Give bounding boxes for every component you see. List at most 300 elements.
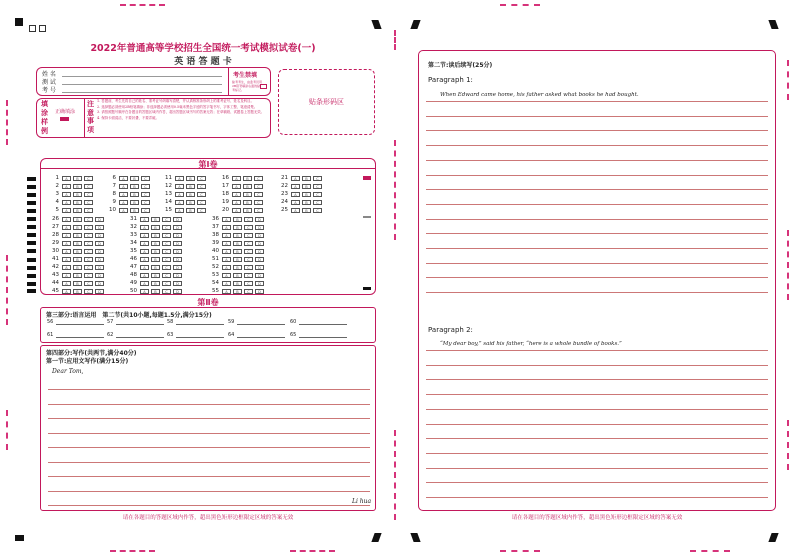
answer-bubble[interactable]: A [175, 192, 184, 197]
answer-bubble[interactable]: A [175, 184, 184, 189]
answer-bubble[interactable]: B [243, 200, 252, 205]
answer-bubble[interactable]: A [140, 265, 149, 270]
answer-bubble[interactable]: C [84, 176, 93, 181]
continuation-line[interactable] [426, 497, 768, 498]
blank-line[interactable] [56, 320, 104, 325]
answer-bubble[interactable]: B [186, 176, 195, 181]
question-row [128, 280, 184, 286]
answer-bubble[interactable]: D [95, 249, 104, 254]
answer-bubble[interactable]: C [244, 257, 253, 262]
answer-bubble[interactable]: A [140, 289, 149, 294]
answer-bubble[interactable]: A [62, 233, 71, 238]
answer-bubble[interactable]: B [73, 249, 82, 254]
answer-bubble[interactable]: C [84, 225, 93, 230]
answer-bubble[interactable]: B [233, 217, 242, 222]
blank-item-63[interactable] [167, 332, 224, 338]
answer-bubble[interactable]: B [73, 200, 82, 205]
continuation-line[interactable] [426, 409, 768, 410]
answer-bubble[interactable]: A [175, 208, 184, 213]
continuation-line[interactable] [426, 365, 768, 366]
answer-bubble[interactable]: C [84, 273, 93, 278]
answer-bubble[interactable]: A [140, 273, 149, 278]
answer-bubble[interactable]: A [62, 273, 71, 278]
answer-bubble[interactable]: B [302, 208, 311, 213]
answer-bubble[interactable]: A [62, 208, 71, 213]
answer-bubble[interactable]: D [95, 281, 104, 286]
exam-no-line [62, 84, 222, 85]
blank-item-64[interactable] [228, 332, 285, 338]
prohibited-note: 缺考考生，由监考员用2B铅笔填涂右面的缺考标记。 [232, 80, 263, 92]
answer-bubble[interactable]: D [255, 289, 264, 294]
question-number: 50 [130, 288, 137, 294]
writing-line[interactable] [48, 389, 370, 390]
answer-bubble[interactable]: A [222, 233, 231, 238]
answer-bubble[interactable]: B [73, 192, 82, 197]
answer-bubble[interactable]: D [95, 217, 104, 222]
answer-bubble[interactable]: B [243, 176, 252, 181]
question-row [128, 248, 184, 254]
absent-mark-box[interactable] [260, 84, 267, 89]
answer-bubble[interactable]: C [162, 233, 171, 238]
answer-bubble[interactable]: C [84, 184, 93, 189]
answer-bubble[interactable]: D [173, 257, 182, 262]
para2-label: Paragraph 2: [428, 326, 473, 334]
blank-line[interactable] [299, 333, 347, 338]
answer-bubble[interactable]: C [244, 265, 253, 270]
answer-bubble[interactable]: B [130, 184, 139, 189]
answer-bubble[interactable]: C [244, 217, 253, 222]
answer-bubble[interactable]: B [130, 176, 139, 181]
blank-line[interactable] [56, 333, 104, 338]
continuation-line[interactable] [426, 453, 768, 454]
question-row [163, 175, 208, 181]
answer-bubble[interactable]: B [243, 184, 252, 189]
writing-line[interactable] [48, 404, 370, 405]
answer-bubble[interactable]: C [313, 184, 322, 189]
answer-bubble[interactable]: C [162, 289, 171, 294]
answer-bubble[interactable]: B [130, 200, 139, 205]
question-row [128, 240, 184, 246]
answer-bubble[interactable]: D [173, 233, 182, 238]
continuation-line[interactable] [426, 101, 768, 102]
blank-line[interactable] [116, 320, 164, 325]
center-dash-1 [394, 30, 396, 50]
answer-bubble[interactable]: D [95, 257, 104, 262]
question-row [210, 232, 266, 238]
answer-bubble[interactable]: D [255, 257, 264, 262]
answer-bubble[interactable]: C [254, 176, 263, 181]
answer-bubble[interactable]: B [302, 192, 311, 197]
answer-bubble[interactable]: C [84, 200, 93, 205]
answer-bubble[interactable]: B [73, 281, 82, 286]
answer-bubble[interactable]: D [173, 225, 182, 230]
blank-number: 62 [107, 332, 114, 338]
question-row [50, 264, 106, 270]
answer-bubble[interactable]: B [151, 265, 160, 270]
answer-bubble[interactable]: A [222, 281, 231, 286]
answer-bubble[interactable]: C [84, 217, 93, 222]
answer-bubble[interactable]: C [244, 225, 253, 230]
answer-bubble[interactable]: C [84, 257, 93, 262]
answer-bubble[interactable]: A [140, 233, 149, 238]
answer-bubble[interactable]: C [244, 289, 253, 294]
blank-item-61[interactable] [47, 332, 104, 338]
answer-bubble[interactable]: D [95, 241, 104, 246]
answer-bubble[interactable]: C [197, 192, 206, 197]
answer-bubble[interactable]: A [62, 289, 71, 294]
answer-bubble[interactable]: C [254, 208, 263, 213]
blank-item-58[interactable] [167, 319, 224, 325]
writing-line[interactable] [48, 476, 370, 477]
answer-bubble[interactable]: C [313, 192, 322, 197]
question-number: 2 [55, 183, 59, 189]
writing-line[interactable] [48, 447, 370, 448]
answer-bubble[interactable]: A [62, 184, 71, 189]
question-number: 10 [109, 207, 116, 213]
answer-bubble[interactable]: C [84, 192, 93, 197]
answer-bubble[interactable]: B [73, 225, 82, 230]
blank-item-57[interactable] [107, 319, 164, 325]
continuation-line[interactable] [426, 130, 768, 131]
answer-bubble[interactable]: D [255, 265, 264, 270]
question-row [50, 256, 106, 262]
question-number: 29 [52, 240, 59, 246]
answer-bubble[interactable]: C [141, 192, 150, 197]
answer-bubble[interactable]: B [302, 176, 311, 181]
timing-mark [27, 185, 36, 189]
answer-bubble[interactable]: B [151, 289, 160, 294]
answer-bubble[interactable]: A [62, 200, 71, 205]
answer-bubble[interactable]: C [197, 184, 206, 189]
answer-bubble[interactable]: A [62, 241, 71, 246]
answer-bubble[interactable]: A [140, 257, 149, 262]
answer-bubble[interactable]: B [73, 176, 82, 181]
blank-line[interactable] [299, 320, 347, 325]
answer-bubble[interactable]: D [255, 217, 264, 222]
answer-bubble[interactable]: A [291, 200, 300, 205]
fill-char-1: 填 [41, 100, 48, 108]
answer-bubble[interactable]: D [173, 265, 182, 270]
name-label: 姓 名 [42, 71, 56, 78]
blank-item-65[interactable] [290, 332, 347, 338]
answer-bubble[interactable]: B [243, 192, 252, 197]
answer-bubble[interactable]: B [151, 249, 160, 254]
answer-bubble[interactable]: A [222, 265, 231, 270]
answer-bubble[interactable]: B [233, 273, 242, 278]
answer-bubble[interactable]: A [222, 217, 231, 222]
answer-bubble[interactable]: C [141, 184, 150, 189]
answer-bubble[interactable]: B [302, 200, 311, 205]
answer-bubble[interactable]: A [222, 273, 231, 278]
answer-bubble[interactable]: D [173, 273, 182, 278]
answer-bubble[interactable]: A [62, 257, 71, 262]
answer-bubble[interactable]: C [84, 208, 93, 213]
answer-bubble[interactable]: B [186, 192, 195, 197]
question-row [107, 191, 152, 197]
answer-bubble[interactable]: A [140, 217, 149, 222]
answer-bubble[interactable]: B [186, 208, 195, 213]
answer-bubble[interactable]: A [119, 184, 128, 189]
writing-line[interactable] [48, 418, 370, 419]
answer-bubble[interactable]: C [141, 200, 150, 205]
answer-bubble[interactable]: B [73, 257, 82, 262]
center-dash-3 [394, 430, 396, 520]
answer-bubble[interactable]: B [130, 192, 139, 197]
answer-bubble[interactable]: C [162, 249, 171, 254]
answer-bubble[interactable]: C [244, 241, 253, 246]
continuation-line[interactable] [426, 116, 768, 117]
answer-bubble[interactable]: A [62, 192, 71, 197]
answer-bubble[interactable]: B [73, 184, 82, 189]
question-number: 31 [130, 216, 137, 222]
continuation-line[interactable] [426, 350, 768, 351]
answer-bubble[interactable]: A [175, 200, 184, 205]
continuation-line[interactable] [426, 292, 768, 293]
continuation-line[interactable] [426, 248, 768, 249]
answer-bubble[interactable]: B [233, 233, 242, 238]
answer-bubble[interactable]: A [291, 176, 300, 181]
answer-bubble[interactable]: A [140, 281, 149, 286]
answer-bubble[interactable]: C [254, 184, 263, 189]
continuation-line[interactable] [426, 468, 768, 469]
continuation-line[interactable] [426, 438, 768, 439]
writing-box [40, 345, 376, 511]
blank-line[interactable] [176, 333, 224, 338]
answer-bubble[interactable]: A [140, 225, 149, 230]
answer-bubble[interactable]: A [232, 200, 241, 205]
continuation-line[interactable] [426, 160, 768, 161]
question-number: 30 [52, 248, 59, 254]
answer-bubble[interactable]: B [233, 265, 242, 270]
continuation-line[interactable] [426, 204, 768, 205]
question-number: 7 [112, 183, 116, 189]
answer-bubble[interactable]: A [119, 208, 128, 213]
answer-bubble[interactable]: B [151, 225, 160, 230]
question-number: 53 [212, 272, 219, 278]
answer-bubble[interactable]: C [162, 217, 171, 222]
exam-title: 2022年普通高等学校招生全国统一考试模拟试卷(一) [90, 43, 316, 54]
answer-bubble[interactable]: A [232, 208, 241, 213]
answer-bubble[interactable]: C [162, 241, 171, 246]
answer-bubble[interactable]: A [291, 184, 300, 189]
answer-bubble[interactable]: C [197, 200, 206, 205]
answer-bubble[interactable]: A [62, 217, 71, 222]
answer-bubble[interactable]: A [291, 192, 300, 197]
continuation-line[interactable] [426, 263, 768, 264]
answer-bubble[interactable]: C [84, 289, 93, 294]
answer-bubble[interactable]: D [173, 289, 182, 294]
continuation-line[interactable] [426, 379, 768, 380]
answer-bubble[interactable]: C [162, 273, 171, 278]
answer-bubble[interactable]: B [233, 281, 242, 286]
answer-bubble[interactable]: B [73, 208, 82, 213]
answer-bubble[interactable]: D [255, 225, 264, 230]
writing-line[interactable] [48, 433, 370, 434]
answer-bubble[interactable]: D [255, 249, 264, 254]
answer-bubble[interactable]: C [84, 241, 93, 246]
answer-bubble[interactable]: B [186, 184, 195, 189]
answer-bubble[interactable]: D [95, 289, 104, 294]
answer-bubble[interactable]: A [140, 249, 149, 254]
answer-bubble[interactable]: D [95, 225, 104, 230]
answer-bubble[interactable]: A [232, 176, 241, 181]
answer-bubble[interactable]: C [162, 257, 171, 262]
answer-bubble[interactable]: A [62, 225, 71, 230]
question-row [210, 264, 266, 270]
question-row [128, 264, 184, 270]
answer-bubble[interactable]: A [62, 249, 71, 254]
answer-bubble[interactable]: A [119, 192, 128, 197]
continuation-line[interactable] [426, 145, 768, 146]
answer-bubble[interactable]: C [313, 200, 322, 205]
blank-item-60[interactable] [290, 319, 347, 325]
answer-bubble[interactable]: B [73, 265, 82, 270]
answer-bubble[interactable]: C [244, 281, 253, 286]
question-number: 19 [222, 199, 229, 205]
continuation-line[interactable] [426, 424, 768, 425]
answer-bubble[interactable]: D [255, 273, 264, 278]
answer-bubble[interactable]: B [233, 289, 242, 294]
continuation-line[interactable] [426, 175, 768, 176]
answer-bubble[interactable]: B [186, 200, 195, 205]
answer-bubble[interactable]: C [162, 281, 171, 286]
answer-bubble[interactable]: A [62, 281, 71, 286]
answer-bubble[interactable]: D [95, 265, 104, 270]
answer-bubble[interactable]: A [62, 265, 71, 270]
answer-bubble[interactable]: C [141, 176, 150, 181]
answer-bubble[interactable]: D [173, 281, 182, 286]
writing-line[interactable] [48, 491, 370, 492]
answer-bubble[interactable]: A [119, 200, 128, 205]
answer-bubble[interactable]: A [62, 176, 71, 181]
answer-bubble[interactable]: B [233, 257, 242, 262]
answer-bubble[interactable]: A [222, 289, 231, 294]
name-line [62, 76, 222, 77]
answer-bubble[interactable]: C [162, 225, 171, 230]
answer-bubble[interactable]: B [73, 233, 82, 238]
answer-bubble[interactable]: B [243, 208, 252, 213]
blank-line[interactable] [176, 320, 224, 325]
continuation-line[interactable] [426, 219, 768, 220]
question-number: 11 [165, 175, 172, 181]
answer-bubble[interactable]: C [244, 249, 253, 254]
question-row [163, 199, 208, 205]
answer-bubble[interactable]: C [84, 265, 93, 270]
question-number: 48 [130, 272, 137, 278]
answer-bubble[interactable]: C [313, 208, 322, 213]
section4-title: 第四部分:写作(共两节,满分40分) [46, 350, 137, 357]
exam-no-label: 测 试 [42, 79, 56, 86]
answer-bubble[interactable]: C [197, 208, 206, 213]
question-number: 28 [52, 232, 59, 238]
continuation-line[interactable] [426, 277, 768, 278]
answer-bubble[interactable]: A [232, 184, 241, 189]
blank-line[interactable] [237, 333, 285, 338]
answer-bubble[interactable]: B [233, 249, 242, 254]
answer-bubble[interactable]: A [222, 225, 231, 230]
answer-bubble[interactable]: B [151, 257, 160, 262]
answer-bubble[interactable]: A [140, 241, 149, 246]
answer-bubble[interactable]: B [151, 273, 160, 278]
corner-mark-bm [371, 533, 381, 542]
question-number: 54 [212, 280, 219, 286]
answer-bubble[interactable]: C [254, 200, 263, 205]
answer-bubble[interactable]: C [84, 249, 93, 254]
answer-bubble[interactable]: A [232, 192, 241, 197]
answer-bubble[interactable]: A [222, 257, 231, 262]
left-edge-dash-1 [6, 100, 8, 145]
answer-bubble[interactable]: B [73, 289, 82, 294]
question-number: 33 [130, 232, 137, 238]
answer-bubble[interactable]: D [95, 233, 104, 238]
right-edge-dash-1 [787, 60, 789, 100]
answer-bubble[interactable]: C [84, 281, 93, 286]
question-row [50, 191, 95, 197]
corner-square-2 [39, 25, 46, 32]
answer-bubble[interactable]: C [244, 233, 253, 238]
blank-item-56[interactable] [47, 319, 104, 325]
answer-bubble[interactable]: A [175, 176, 184, 181]
answer-bubble[interactable]: B [151, 217, 160, 222]
answer-bubble[interactable]: C [162, 265, 171, 270]
question-number: 45 [52, 288, 59, 294]
answer-bubble[interactable]: B [302, 184, 311, 189]
answer-bubble[interactable]: D [173, 241, 182, 246]
answer-bubble[interactable]: C [244, 273, 253, 278]
answer-bubble[interactable]: D [255, 241, 264, 246]
para1-label: Paragraph 1: [428, 76, 473, 84]
answer-bubble[interactable]: A [222, 249, 231, 254]
answer-bubble[interactable]: C [313, 176, 322, 181]
blank-line[interactable] [237, 320, 285, 325]
answer-bubble[interactable]: D [95, 273, 104, 278]
answer-bubble[interactable]: B [73, 217, 82, 222]
writing-line[interactable] [48, 505, 370, 506]
answer-bubble[interactable]: D [255, 281, 264, 286]
answer-bubble[interactable]: B [151, 233, 160, 238]
blank-item-62[interactable] [107, 332, 164, 338]
answer-bubble[interactable]: D [173, 249, 182, 254]
answer-bubble[interactable]: C [84, 233, 93, 238]
writing-line[interactable] [48, 462, 370, 463]
right-mark-3 [363, 287, 371, 290]
continuation-line[interactable] [426, 233, 768, 234]
question-number: 32 [130, 224, 137, 230]
answer-bubble[interactable]: C [254, 192, 263, 197]
continuation-line[interactable] [426, 394, 768, 395]
answer-bubble[interactable]: A [119, 176, 128, 181]
answer-bubble[interactable]: A [222, 241, 231, 246]
answer-bubble[interactable]: C [197, 176, 206, 181]
blank-number: 60 [290, 319, 297, 325]
answer-bubble[interactable]: B [233, 241, 242, 246]
bottom-dash-3 [500, 550, 540, 552]
blank-item-59[interactable] [228, 319, 285, 325]
continuation-line[interactable] [426, 482, 768, 483]
answer-bubble[interactable]: B [130, 208, 139, 213]
answer-bubble[interactable]: B [151, 241, 160, 246]
answer-bubble[interactable]: B [151, 281, 160, 286]
answer-bubble[interactable]: A [291, 208, 300, 213]
answer-bubble[interactable]: C [141, 208, 150, 213]
answer-bubble[interactable]: D [173, 217, 182, 222]
answer-bubble[interactable]: B [73, 273, 82, 278]
answer-bubble[interactable]: B [233, 225, 242, 230]
blank-line[interactable] [116, 333, 164, 338]
answer-bubble[interactable]: D [255, 233, 264, 238]
answer-bubble[interactable]: B [73, 241, 82, 246]
continuation-line[interactable] [426, 189, 768, 190]
